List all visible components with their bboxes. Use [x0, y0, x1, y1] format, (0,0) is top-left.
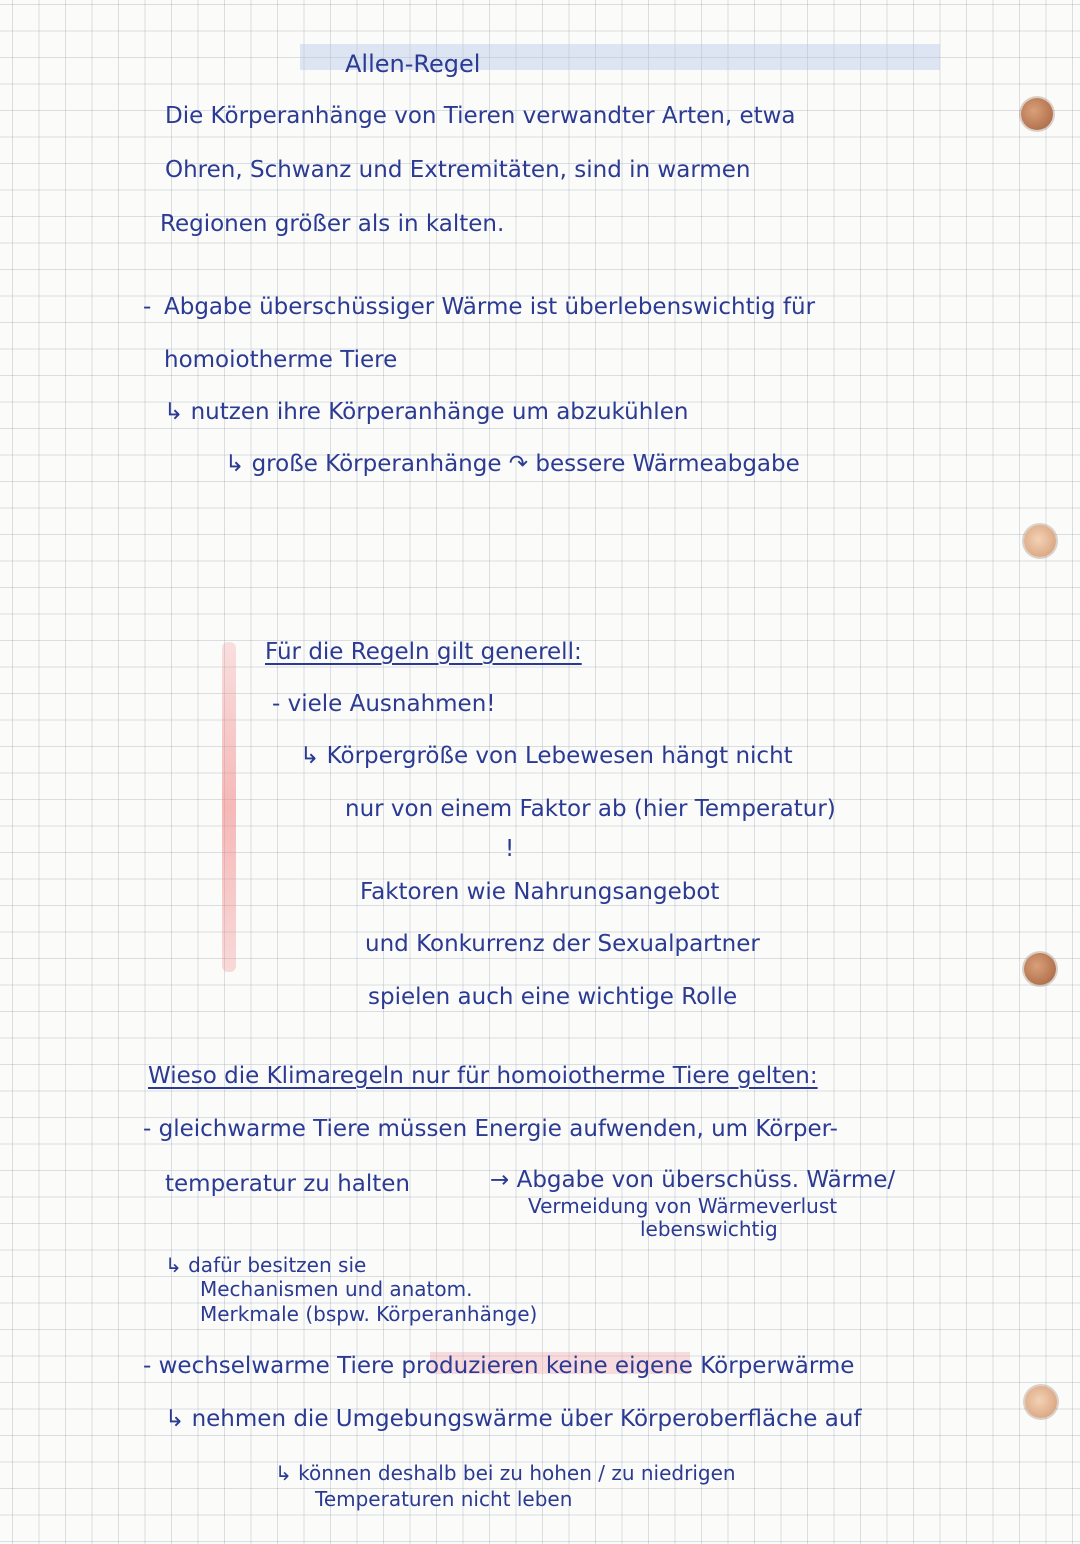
- general-sub-4: und Konkurrenz der Sexualpartner: [365, 931, 760, 957]
- punch-hole-2: [1024, 525, 1056, 557]
- page-title: Allen-Regel: [345, 50, 481, 78]
- cold-line-1: - wechselwarme Tiere produzieren keine eigene Körperwärme: [143, 1353, 855, 1379]
- point1-line-2: homoiotherme Tiere: [164, 347, 398, 373]
- warm-line-1: - gleichwarme Tiere müssen Energie aufwenden, um Körper-: [143, 1116, 838, 1142]
- warm-arrow: → Abgabe von überschüss. Wärme/: [490, 1167, 896, 1193]
- general-item: - viele Ausnahmen!: [272, 691, 496, 717]
- general-sub-5: spielen auch eine wichtige Rolle: [368, 984, 738, 1010]
- intro-line-1: Die Körperanhänge von Tieren verwandter Arten, etwa: [165, 103, 796, 129]
- general-sub-2: nur von einem Faktor ab (hier Temperatur): [345, 796, 836, 822]
- general-mark: !: [505, 836, 515, 862]
- punch-hole-4: [1025, 1386, 1057, 1418]
- point1-sub-1: ↳ nutzen ihre Körperanhänge um abzukühlen: [164, 399, 689, 425]
- cold-sub-3: Temperaturen nicht leben: [315, 1487, 573, 1511]
- general-heading: Für die Regeln gilt generell:: [265, 639, 582, 665]
- point1-dash: -: [143, 294, 152, 320]
- warm-sub-1: ↳ dafür besitzen sie: [165, 1253, 367, 1277]
- intro-line-3: Regionen größer als in kalten.: [160, 211, 505, 237]
- punch-hole-1: [1021, 98, 1053, 130]
- margin-highlight-bar: [222, 642, 236, 972]
- cold-sub-1: ↳ nehmen die Umgebungswärme über Körperoberfläche auf: [165, 1406, 862, 1432]
- warm-sub-2: Mechanismen und anatom.: [200, 1277, 473, 1301]
- general-sub-1: ↳ Körpergröße von Lebewesen hängt nicht: [300, 743, 793, 769]
- warm-line-2: temperatur zu halten: [165, 1171, 411, 1197]
- point1-line-1: Abgabe überschüssiger Wärme ist überlebenswichtig für: [164, 294, 816, 320]
- cold-sub-2: ↳ können deshalb bei zu hohen / zu niedrigen: [275, 1461, 736, 1485]
- general-sub-3: Faktoren wie Nahrungsangebot: [360, 879, 720, 905]
- warm-sub-3: Merkmale (bspw. Körperanhänge): [200, 1302, 538, 1326]
- point1-sub-2: ↳ große Körperanhänge ↷ bessere Wärmeabgabe: [225, 451, 800, 477]
- why-heading: Wieso die Klimaregeln nur für homoiotherme Tiere gelten:: [148, 1063, 818, 1089]
- punch-hole-3: [1024, 953, 1056, 985]
- warm-arrow-2: Vermeidung von Wärmeverlust: [528, 1194, 838, 1218]
- intro-line-2: Ohren, Schwanz und Extremitäten, sind in warmen: [165, 157, 751, 183]
- warm-arrow-3: lebenswichtig: [640, 1217, 778, 1241]
